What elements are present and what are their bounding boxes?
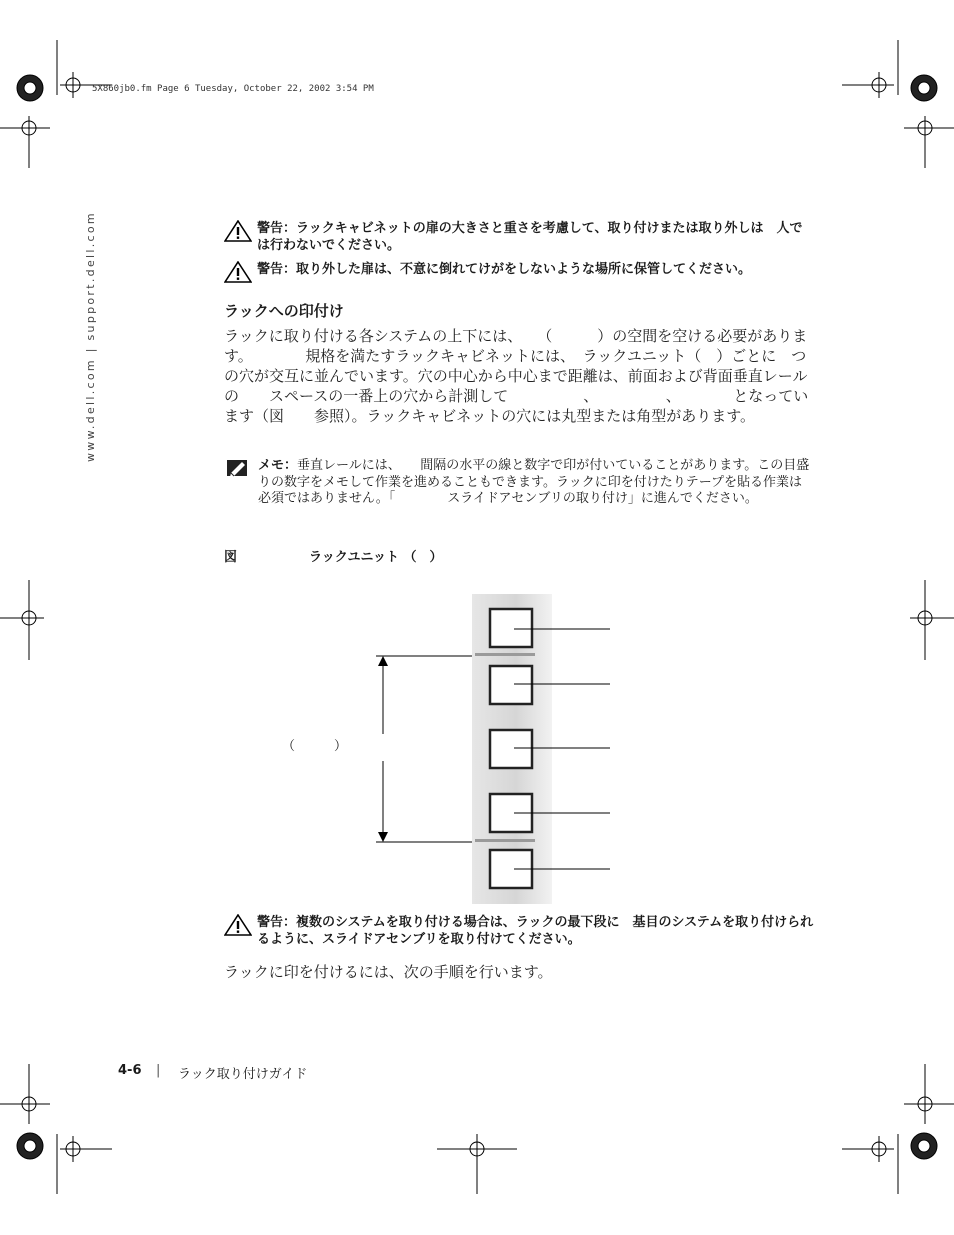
note-text: 垂直レールには、 間隔の水平の線と数字で印が付いていることがあります。この目盛りの数字をメモして作業を進めることもできます。ラックに印を付けたりテープを貼る作業は必須ではありません。「 スライドアセンブリの取り付け」に進んでください。 (258, 458, 810, 506)
section-paragraph: ラックに取り付ける各システムの上下には、 （ ）の空間を空ける必要があります。 規格を満たすラックキャビネットには、 ラックユニット（ ）ごとに つの穴が交互に並んでいます。穴の中心から中心まで距離は、前面および背面垂直レールの スペースの一番上の穴から計測して 、 、 となっています（図 参照）。ラックキャビネットの穴には丸型または角型があります。 (224, 327, 809, 425)
figure-caption-prefix: 図 (224, 550, 238, 565)
note-label: メモ： (258, 458, 298, 473)
warning-bottom-slot (224, 914, 814, 948)
sidebar-url: www.dell.com | support.dell.com (84, 211, 97, 462)
warning-triangle-icon (224, 261, 252, 283)
rack-hole (490, 666, 532, 704)
warning-door-storage (224, 261, 824, 278)
registration-mark-right-middle (894, 580, 954, 660)
unit-divider-top (475, 653, 535, 656)
footer-separator: | (156, 1063, 161, 1078)
figure-caption-text: ラックユニット （ ） (309, 550, 443, 565)
registration-mark-bottom-center (437, 1134, 517, 1194)
warning-text: 取り外した扉は、不意に倒れてけがをしないような場所に保管してください。 (296, 262, 752, 277)
note-block (224, 458, 814, 508)
registration-mark-bottom-left (0, 1064, 130, 1194)
warning-text: ラックキャビネットの扉の大きさと重さを考慮して、取り付けまたは取り外しは 人では行わないでください。 (257, 221, 803, 253)
page-number: 4-6 (118, 1063, 142, 1078)
warning-label: 警告： (257, 262, 297, 277)
warning-label: 警告： (257, 915, 297, 930)
warning-label: 警告： (257, 221, 297, 236)
warning-door-weight (224, 220, 814, 254)
section-heading: ラックへの印付け (224, 302, 344, 320)
registration-mark-bottom-right (824, 1064, 954, 1194)
footer-title: ラック取り付けガイド (178, 1067, 308, 1082)
warning-triangle-icon (224, 220, 252, 242)
dimension-label: （ ） (282, 739, 348, 754)
registration-mark-left-middle (0, 580, 60, 660)
rack-hole (490, 609, 532, 647)
dimension-arrowhead-up (378, 656, 388, 666)
figure-caption (224, 546, 443, 565)
unit-divider-bottom (475, 839, 535, 842)
registration-mark-top-left (0, 40, 130, 170)
registration-mark-top-right (824, 40, 954, 170)
rack-hole (490, 730, 532, 768)
closing-text: ラックに印を付けるには、次の手順を行います。 (224, 963, 553, 981)
warning-text: 複数のシステムを取り付ける場合は、ラックの最下段に 基目のシステムを取り付けられるように、スライドアセンブリを取り付けてください。 (257, 915, 814, 947)
file-info-header: 5X860jb0.fm Page 6 Tuesday, October 22, 2002 3:54 PM (92, 84, 374, 94)
warning-triangle-icon (224, 914, 252, 936)
dimension-arrowhead-down (378, 832, 388, 842)
note-pencil-icon (226, 458, 250, 478)
